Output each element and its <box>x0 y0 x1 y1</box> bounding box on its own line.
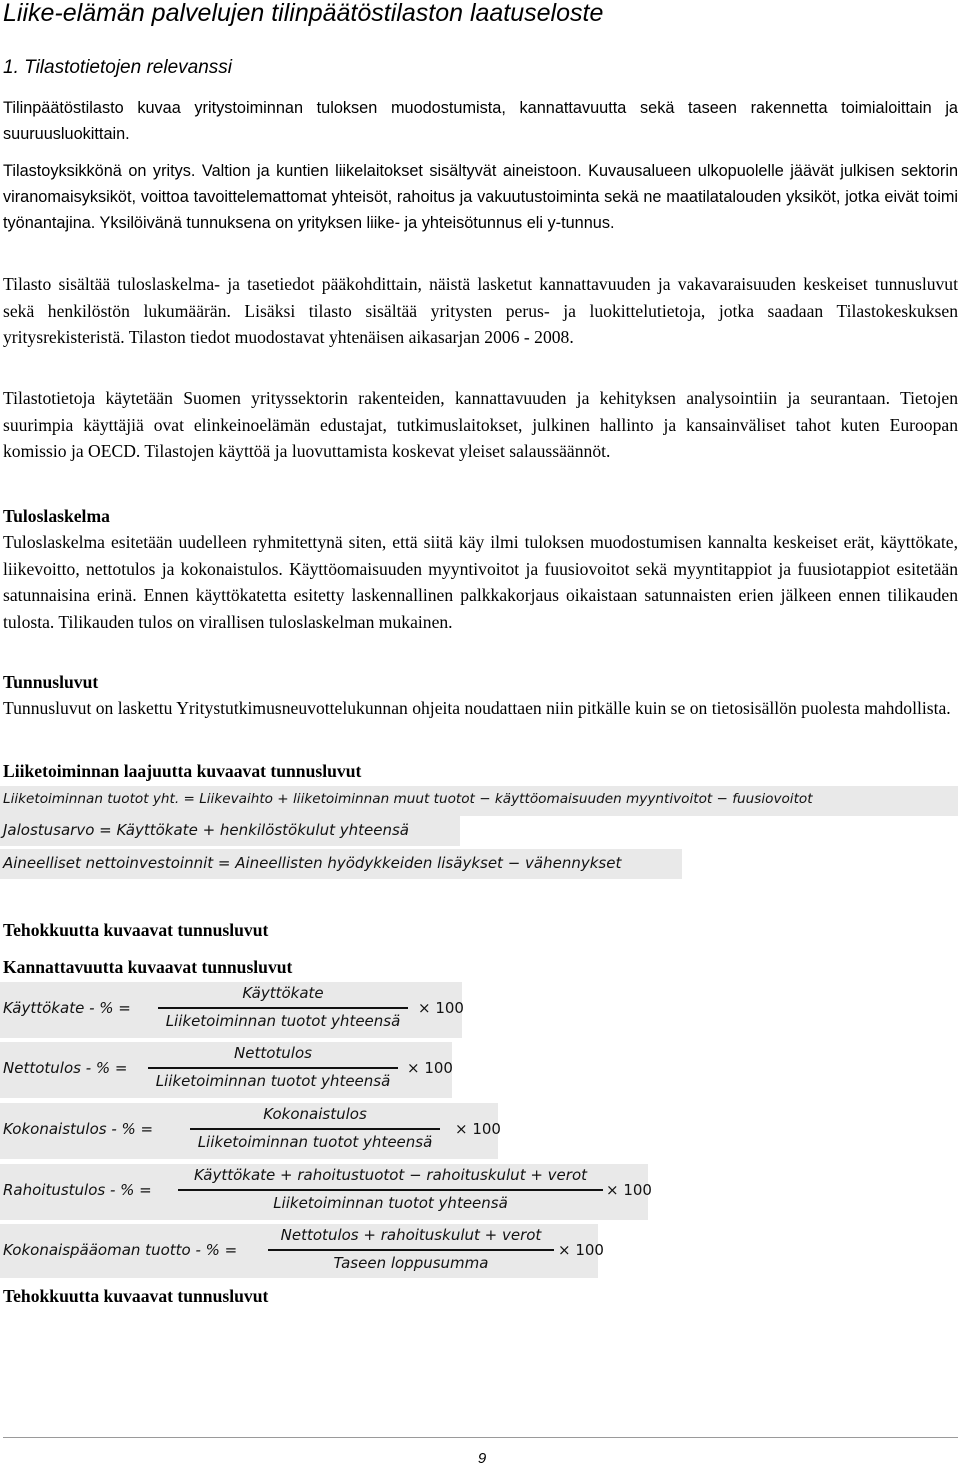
footer-divider <box>3 1437 958 1438</box>
ratio-multiplier: × 100 <box>418 999 464 1017</box>
ratio-denominator: Taseen loppusumma <box>333 1254 489 1272</box>
formula-liiketoiminnan-tuotot <box>0 786 958 816</box>
formula-aineelliset-nettoinvestoinnit <box>0 849 682 879</box>
heading-laajuus: Liiketoiminnan laajuutta kuvaavat tunnusluvut <box>3 761 362 781</box>
ratio-kokonaistulos <box>0 1103 501 1159</box>
ratio-label: Kokonaispääoman tuotto - % = <box>3 1241 238 1259</box>
heading-kannattavuus: Kannattavuutta kuvaavat tunnusluvut <box>3 957 293 977</box>
ratio-multiplier: × 100 <box>558 1241 604 1259</box>
heading-tuloslaskelma: Tuloslaskelma <box>3 506 110 526</box>
ratio-numerator: Nettotulos + rahoituskulut + verot <box>280 1226 542 1244</box>
paragraph-statistical-unit: Tilastoyksikkönä on yritys. Valtion ja kuntien liikelaitokset sisältyvät aineistoon. Kuvausalueen ulkopuolelle jäävät julkisen sektorin viranomaisyksiköt, voittoa tavoittelemattomat yhteisöt, rahoitus ja vakuutustoiminta sekä ne maatilatalouden yksiköt, jotka eivät toimi työnantajina. Yksilöivänä tunnuksena on yrityksen liike- ja yhteisötunnus eli y-tunnus. <box>3 162 958 232</box>
fraction-bar <box>190 1128 440 1130</box>
formula-text: Aineelliset nettoinvestoinnit = Aineellisten hyödykkeiden lisäykset − vähennykset <box>3 854 622 872</box>
ratio-label: Käyttökate - % = <box>3 999 131 1017</box>
ratio-label: Rahoitustulos - % = <box>3 1181 152 1199</box>
fraction-bar <box>158 1007 408 1009</box>
ratio-label: Kokonaistulos - % = <box>3 1120 154 1138</box>
ratio-numerator: Käyttökate <box>242 984 324 1002</box>
fraction-bar <box>268 1249 554 1251</box>
ratio-denominator: Liiketoiminnan tuotot yhteensä <box>155 1072 391 1090</box>
paragraph-users: Tilastotietoja käytetään Suomen yrityssektorin rakenteiden, kannattavuuden ja kehityksen analysointiin ja seurantaan. Tietojen suurimpia käyttäjiä ovat elinkeinoelämän edustajat, tutkimuslaitokset, julkinen hallinto ja kansainväliset tahot kuten Euroopan komissio ja OECD. Tilastojen käyttöä ja luovuttamista koskevat yleiset salaussäännöt. <box>3 388 958 461</box>
ratio-rahoitustulos <box>0 1164 652 1220</box>
fraction-bar <box>148 1067 398 1069</box>
paragraph-description: Tilinpäätöstilasto kuvaa yritystoiminnan tuloksen muodostumista, kannattavuutta sekä taseen rakennetta toimialoittain ja suuruusluokittain. <box>3 99 958 143</box>
ratio-kayttokate <box>0 982 462 1038</box>
heading-tehokkuus: Tehokkuutta kuvaavat tunnusluvut <box>3 920 269 940</box>
ratio-nettotulos <box>0 1042 452 1098</box>
formula-text: Liiketoiminnan tuotot yht. = Liikevaihto + liiketoiminnan muut tuotot − käyttöomaisuuden myyntivoitot − fuusiovoitot <box>3 791 813 807</box>
ratio-kokonaispaaoman-tuotto <box>0 1224 604 1278</box>
heading-tehokkuus-2: Tehokkuutta kuvaavat tunnusluvut <box>3 1286 269 1306</box>
ratio-label: Nettotulos - % = <box>3 1059 128 1077</box>
section-heading: 1. Tilastotietojen relevanssi <box>3 57 233 78</box>
heading-tunnusluvut: Tunnusluvut <box>3 672 99 692</box>
ratio-denominator: Liiketoiminnan tuotot yhteensä <box>165 1012 401 1030</box>
ratio-numerator: Nettotulos <box>234 1044 312 1062</box>
paragraph-contents: Tilasto sisältää tuloslaskelma- ja tasetiedot pääkohdittain, näistä lasketut kannattavuuden ja vakavaraisuuden keskeiset tunnusluvut sekä henkilöstön lukumäärän. Lisäksi tilasto sisältää yritysten perus- ja luokittelutietoja, jotka saadaan Tilastokeskuksen yritysrekisteristä. Tilaston tiedot muodostavat yhtenäisen aikasarjan 2006 - 2008. <box>3 274 958 347</box>
page-number: 9 <box>477 1450 487 1467</box>
ratio-multiplier: × 100 <box>455 1120 501 1138</box>
ratio-denominator: Liiketoiminnan tuotot yhteensä <box>273 1194 508 1212</box>
ratio-numerator: Käyttökate + rahoitustuotot − rahoituskulut + verot <box>193 1166 588 1184</box>
ratio-multiplier: × 100 <box>407 1059 453 1077</box>
ratio-numerator: Kokonaistulos <box>263 1105 367 1123</box>
formula-jalostusarvo <box>0 816 460 846</box>
ratio-multiplier: × 100 <box>606 1181 652 1199</box>
formula-text: Jalostusarvo = Käyttökate + henkilöstökulut yhteensä <box>3 821 409 839</box>
document-title: Liike-elämän palvelujen tilinpäätöstilaston laatuseloste <box>3 0 604 27</box>
ratio-denominator: Liiketoiminnan tuotot yhteensä <box>197 1133 433 1151</box>
paragraph-tunnusluvut: Tunnusluvut on laskettu Yritystutkimusneuvottelukunnan ohjeita noudattaen niin pitkälle kuin se on tietosisällön puolesta mahdollista. <box>3 698 951 718</box>
fraction-bar <box>178 1189 603 1191</box>
paragraph-tuloslaskelma: Tuloslaskelma esitetään uudelleen ryhmitettynä siten, että siitä käy ilmi tuloksen muodostumisen kannalta keskeiset erät, käyttökate, liikevoitto, nettotulos ja kokonaistulos. Käyttöomaisuuden myyntivoitot ja fuusiovoitot sekä myyntitappiot ja fuusiotappiot esitetään satunnaisina erinä. Ennen käyttökatetta esitetty laskennallinen palkkakorjaus oikaistaan satunnaisten erien jälkeen ennen tilikauden tulosta. Tilikauden tulos on virallisen tuloslaskelman mukainen. <box>3 532 958 632</box>
